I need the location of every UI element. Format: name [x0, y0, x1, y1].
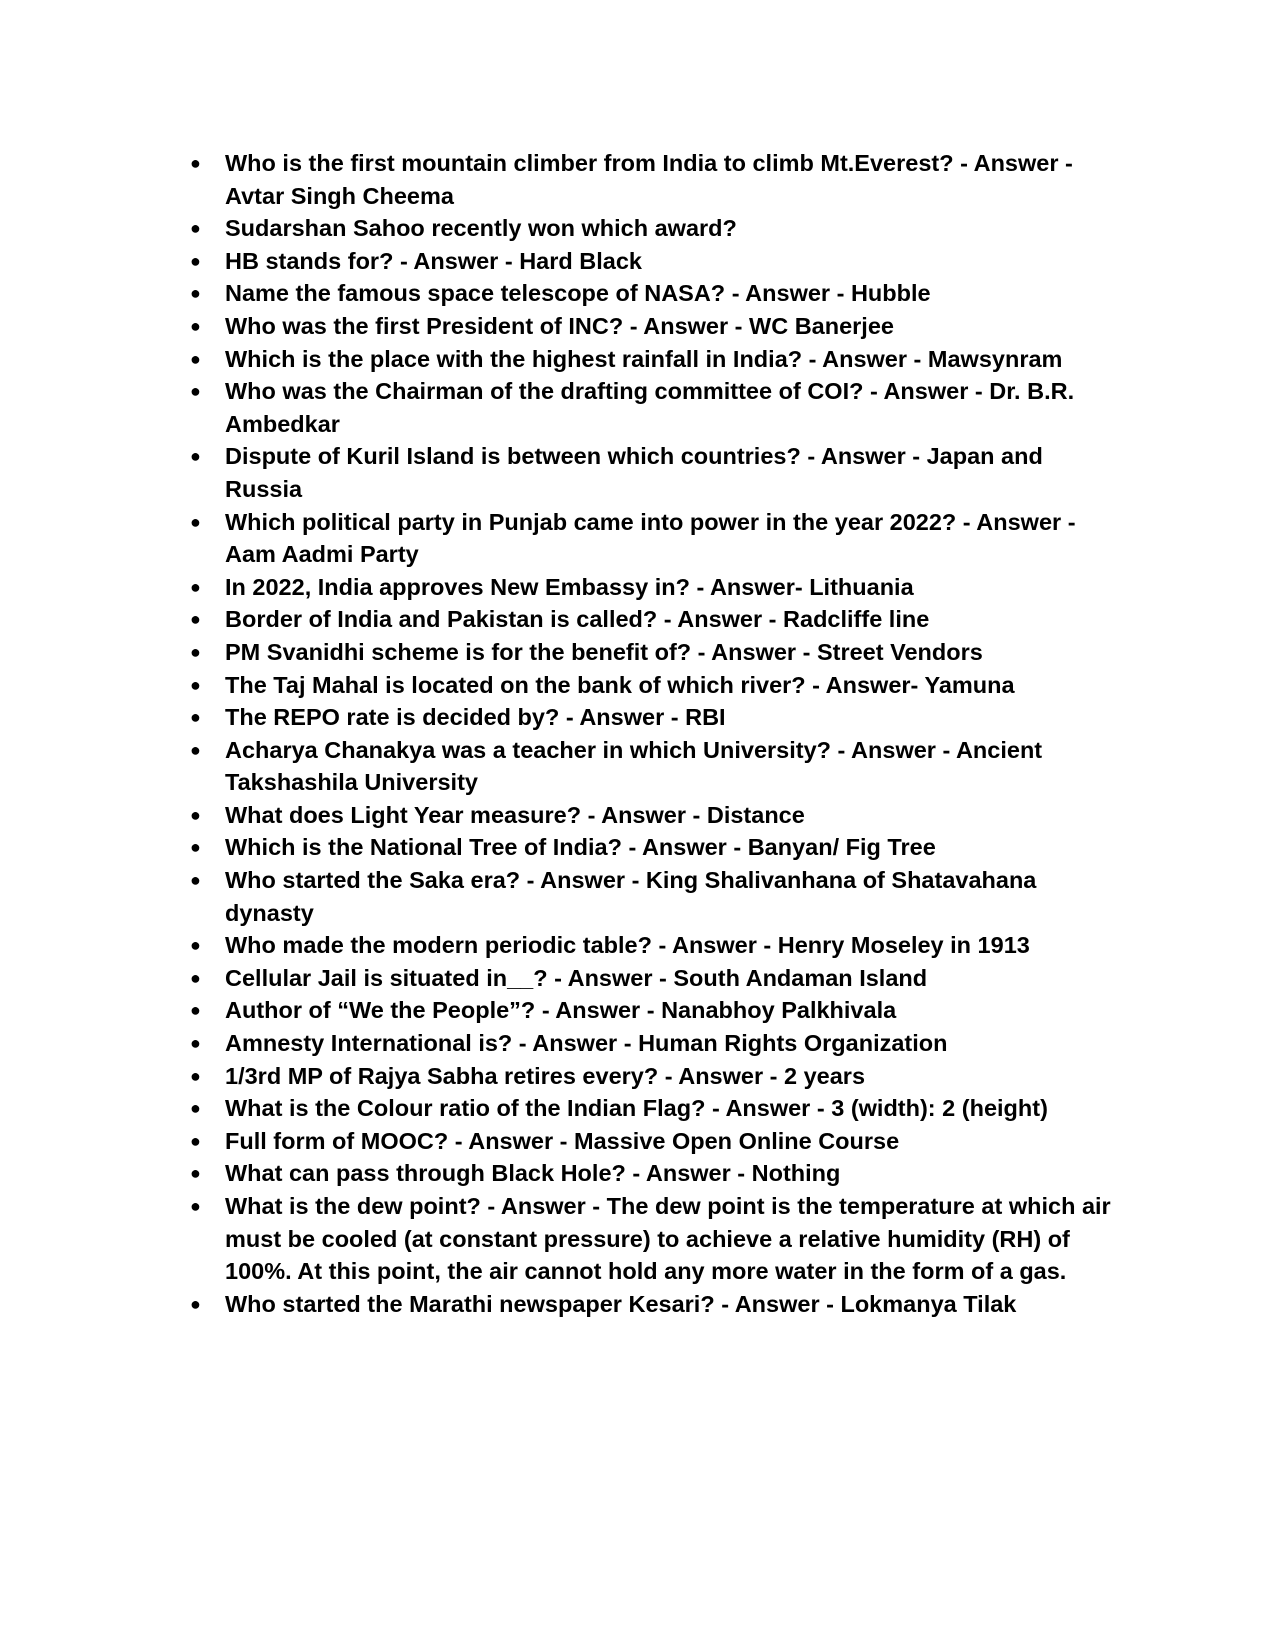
- bullet-icon: ●: [190, 1130, 201, 1151]
- question-answer-text: Who was the first President of INC? - Answer - WC Banerjee: [225, 312, 894, 339]
- bullet-icon: ●: [190, 283, 201, 304]
- list-item: [190, 669, 1115, 702]
- bullet-icon: ●: [190, 641, 201, 662]
- question-answer-text: The REPO rate is decided by? - Answer - RBI: [225, 704, 726, 731]
- question-answer-text: What is the dew point? - Answer - The dew point is the temperature at which air must be cooled (at constant pressure) to achieve a relative humidity (RH) of 100%. At this point, the air cannot hold any more water in the form of a gas.: [225, 1193, 1111, 1285]
- question-answer-text: Who made the modern periodic table? - Answer - Henry Moseley in 1913: [225, 932, 1030, 959]
- bullet-icon: ●: [190, 1033, 201, 1054]
- bullet-icon: ●: [190, 381, 201, 402]
- bullet-icon: ●: [190, 870, 201, 891]
- bullet-icon: ●: [190, 739, 201, 760]
- list-item: [190, 1125, 1115, 1158]
- bullet-icon: ●: [190, 576, 201, 597]
- list-item: [190, 245, 1115, 278]
- list-item: [190, 831, 1115, 864]
- bullet-icon: ●: [190, 674, 201, 695]
- question-answer-text: Name the famous space telescope of NASA? - Answer - Hubble: [225, 280, 931, 307]
- question-answer-text: Sudarshan Sahoo recently won which award?: [225, 215, 737, 242]
- bullet-icon: ●: [190, 609, 201, 630]
- bullet-icon: ●: [190, 1293, 201, 1314]
- question-answer-text: What can pass through Black Hole? - Answer - Nothing: [225, 1160, 841, 1187]
- question-answer-text: Dispute of Kuril Island is between which countries? - Answer - Japan and Russia: [225, 443, 1043, 502]
- question-answer-text: Author of “We the People”? - Answer - Nanabhoy Palkhivala: [225, 997, 897, 1024]
- question-answer-text: Acharya Chanakya was a teacher in which University? - Answer - Ancient Takshashila University: [225, 736, 1043, 796]
- bullet-icon: ●: [190, 1163, 201, 1184]
- list-item: [190, 929, 1115, 962]
- question-answer-text: HB stands for? - Answer - Hard Black: [225, 247, 642, 274]
- question-answer-text: Which is the place with the highest rainfall in India? - Answer - Mawsynram: [225, 345, 1063, 372]
- bullet-icon: ●: [190, 348, 201, 369]
- list-item: [190, 147, 1115, 212]
- bullet-icon: ●: [190, 250, 201, 271]
- question-answer-text: Who was the Chairman of the drafting committee of COI? - Answer - Dr. B.R. Ambedkar: [225, 378, 1075, 437]
- question-answer-text: Who started the Saka era? - Answer - King Shalivanhana of Shatavahana dynasty: [225, 867, 1037, 926]
- bullet-icon: ●: [190, 153, 201, 173]
- list-item: [190, 1288, 1115, 1321]
- bullet-icon: ●: [190, 315, 201, 336]
- list-item: [190, 277, 1115, 310]
- list-item: [190, 603, 1115, 636]
- list-item: [190, 506, 1115, 571]
- list-item: [190, 343, 1115, 376]
- list-item: [190, 734, 1115, 799]
- question-answer-text: In 2022, India approves New Embassy in? - Answer- Lithuania: [225, 573, 914, 600]
- list-item: [190, 310, 1115, 343]
- list-item: [190, 1060, 1115, 1093]
- bullet-icon: ●: [190, 511, 201, 532]
- list-item: [190, 701, 1115, 734]
- bullet-icon: ●: [190, 707, 201, 728]
- list-item: [190, 636, 1115, 669]
- question-answer-text: Which political party in Punjab came into power in the year 2022? - Answer - Aam Aadmi Party: [225, 508, 1076, 568]
- bullet-icon: ●: [190, 837, 201, 858]
- list-item: [190, 1027, 1115, 1060]
- question-answer-text: What is the Colour ratio of the Indian Flag? - Answer - 3 (width): 2 (height): [225, 1095, 1048, 1122]
- bullet-icon: ●: [190, 804, 201, 825]
- question-answer-text: What does Light Year measure? - Answer - Distance: [225, 801, 805, 828]
- list-item: [190, 1157, 1115, 1190]
- list-item: [190, 1190, 1115, 1288]
- bullet-icon: ●: [190, 935, 201, 956]
- bullet-icon: ●: [190, 1196, 201, 1216]
- list-item: [190, 212, 1115, 245]
- list-item: [190, 571, 1115, 604]
- question-answer-text: Amnesty International is? - Answer - Human Rights Organization: [225, 1030, 948, 1057]
- list-item: [190, 799, 1115, 832]
- question-answer-text: The Taj Mahal is located on the bank of which river? - Answer- Yamuna: [225, 671, 1015, 698]
- bullet-icon: ●: [190, 967, 201, 988]
- question-answer-text: Who is the first mountain climber from India to climb Mt.Everest? - Answer - Avtar Singh Cheema: [225, 150, 1073, 209]
- list-item: [190, 994, 1115, 1027]
- bullet-icon: ●: [190, 1000, 201, 1021]
- question-answer-text: Cellular Jail is situated in__? - Answer - South Andaman Island: [225, 964, 928, 991]
- question-answer-text: Which is the National Tree of India? - Answer - Banyan/ Fig Tree: [225, 834, 936, 861]
- question-answer-text: PM Svanidhi scheme is for the benefit of? - Answer - Street Vendors: [225, 638, 983, 665]
- list-item: [190, 1092, 1115, 1125]
- list-item: [190, 375, 1115, 440]
- question-answer-text: 1/3rd MP of Rajya Sabha retires every? - Answer - 2 years: [225, 1062, 866, 1089]
- question-answer-text: Full form of MOOC? - Answer - Massive Open Online Course: [225, 1127, 900, 1154]
- question-answer-text: Who started the Marathi newspaper Kesari? - Answer - Lokmanya Tilak: [225, 1290, 1017, 1317]
- qa-bullet-list: [190, 147, 1115, 1320]
- list-item: [190, 864, 1115, 929]
- list-item: [190, 440, 1115, 505]
- bullet-icon: ●: [190, 1098, 201, 1119]
- bullet-icon: ●: [190, 446, 201, 467]
- bullet-icon: ●: [190, 1065, 201, 1086]
- list-item: [190, 962, 1115, 995]
- question-answer-text: Border of India and Pakistan is called? - Answer - Radcliffe line: [225, 606, 930, 633]
- bullet-icon: ●: [190, 218, 201, 239]
